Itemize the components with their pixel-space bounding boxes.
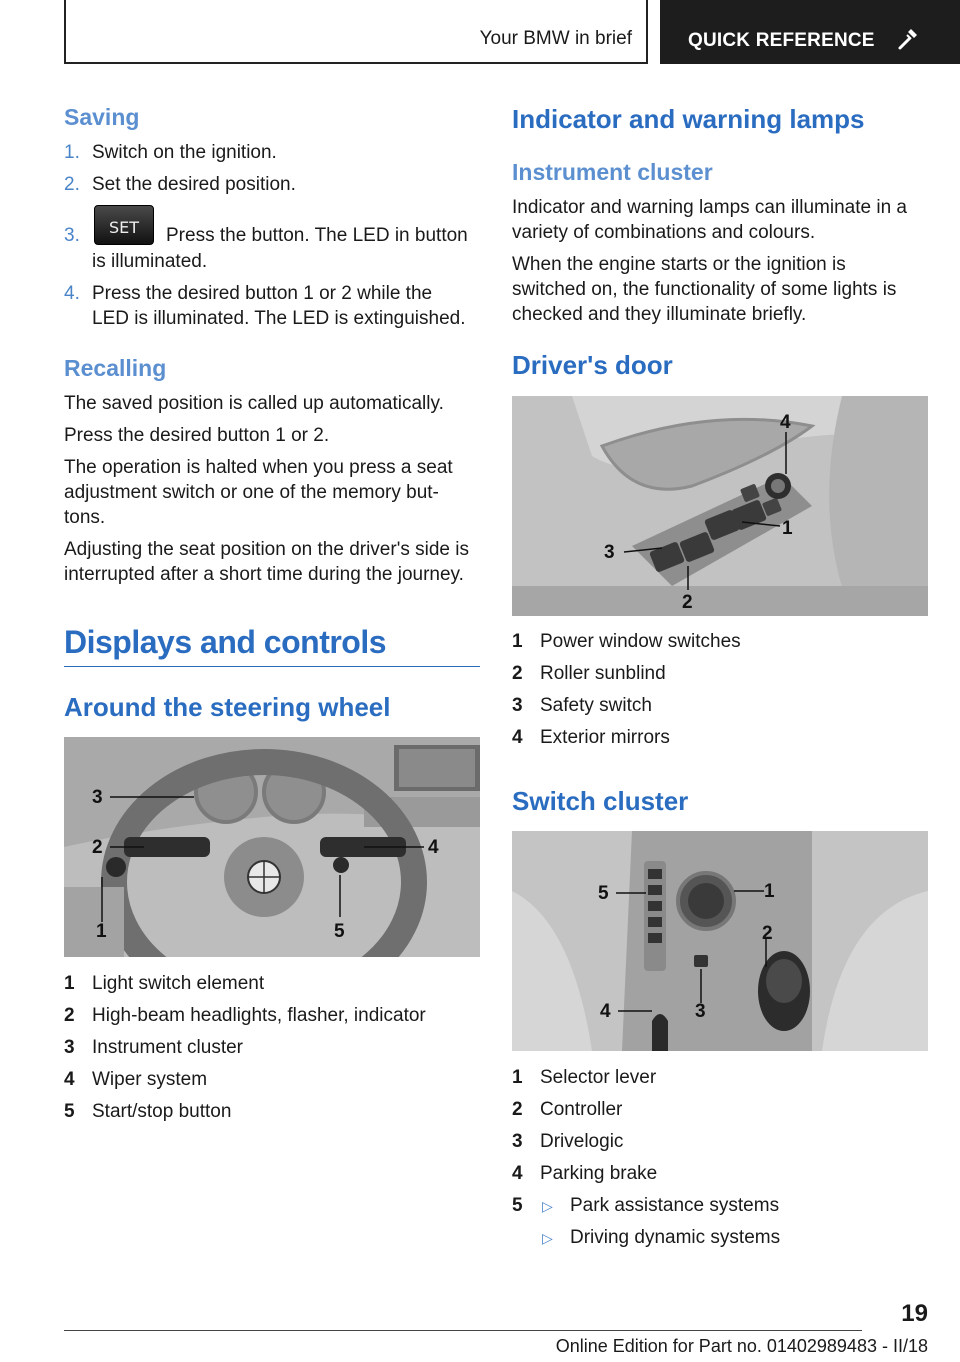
- legend-number: 3: [512, 1131, 523, 1152]
- callout-2: 2: [92, 837, 103, 858]
- legend-text: Drivelogic: [540, 1131, 624, 1152]
- saving-step-1: [64, 140, 484, 165]
- steering-legend-4: [64, 1067, 480, 1092]
- legend-number: 3: [64, 1037, 75, 1058]
- callout-1: 1: [782, 518, 793, 539]
- saving-step-2: [64, 172, 484, 197]
- legend-text: High-beam headlights, flasher, indicator: [92, 1005, 426, 1026]
- step-text-cont: is illuminated.: [92, 251, 208, 272]
- legend-text: Controller: [540, 1099, 623, 1120]
- chapter-title: Your BMW in brief: [479, 28, 632, 49]
- switch-legend-1: [512, 1065, 928, 1090]
- legend-text: Start/stop button: [92, 1101, 232, 1122]
- heading-rule: [64, 666, 480, 667]
- drivers-door-illustration: [512, 396, 928, 616]
- callout-3: 3: [695, 1001, 706, 1022]
- wrench-icon: [894, 26, 920, 52]
- recalling-heading: Recalling: [64, 355, 167, 381]
- legend-number: 4: [512, 727, 523, 748]
- header-section-tab: [660, 0, 960, 64]
- legend-text: Light switch element: [92, 973, 265, 994]
- step-number: 3.: [64, 225, 80, 246]
- bullet-triangle-icon: ▷: [542, 1230, 553, 1246]
- cluster-para-2: When the engine starts or the ignition is switched on, the functionality of some lights is checked and they illuminate briefly.: [512, 254, 897, 325]
- steering-legend-1: [64, 971, 480, 996]
- legend-number: 1: [64, 973, 75, 994]
- legend-number: 4: [64, 1069, 75, 1090]
- steering-legend-3: [64, 1035, 480, 1060]
- step-number: 4.: [64, 283, 80, 304]
- legend-number: 4: [512, 1163, 523, 1184]
- door-legend-2: [512, 661, 928, 686]
- callout-4: 4: [428, 837, 439, 858]
- recalling-para-1: The saved position is called up automatically.: [64, 393, 444, 414]
- legend-text: Power window switches: [540, 631, 741, 652]
- callout-1: 1: [96, 921, 107, 942]
- legend-number: 2: [64, 1005, 75, 1026]
- saving-step-3: [64, 218, 484, 275]
- recalling-para-4: Adjusting the seat position on the driver's side is interrupted after a short time during the journey.: [64, 539, 469, 585]
- switch-cluster-illustration: [512, 831, 928, 1051]
- steering-legend-2: [64, 1003, 480, 1028]
- recalling-para-2: Press the desired button 1 or 2.: [64, 425, 330, 446]
- bullet-triangle-icon: ▷: [542, 1198, 553, 1214]
- step-text: Press the button. The LED in button: [166, 225, 468, 246]
- callout-1: 1: [764, 881, 775, 902]
- saving-step-4: [64, 281, 484, 333]
- step-text: Set the desired position.: [92, 174, 296, 195]
- cluster-heading: Instrument cluster: [512, 159, 713, 185]
- legend-bullet-text: Park assistance systems: [570, 1195, 780, 1216]
- legend-text: Roller sunblind: [540, 663, 666, 684]
- switch-legend-5: [512, 1193, 928, 1250]
- switch-legend-2: [512, 1097, 928, 1122]
- header-chapter-box: [64, 0, 648, 64]
- legend-number: 1: [512, 631, 523, 652]
- step-number: 1.: [64, 142, 80, 163]
- legend-number: 1: [512, 1067, 523, 1088]
- legend-text: Wiper system: [92, 1069, 208, 1090]
- set-button-icon: [94, 205, 154, 245]
- door-legend-1: [512, 629, 928, 654]
- step-text: Press the desired button 1 or 2 while the LED is illuminated. The LED is extinguished.: [92, 283, 466, 329]
- steering-wheel-figure: [64, 737, 480, 957]
- legend-text: Parking brake: [540, 1163, 658, 1184]
- legend-bullet-text: Driving dynamic systems: [570, 1227, 781, 1248]
- callout-5: 5: [334, 921, 345, 942]
- door-legend-4: [512, 725, 928, 750]
- callout-4: 4: [600, 1001, 611, 1022]
- step-number: 2.: [64, 174, 80, 195]
- displays-heading: Displays and controls: [64, 624, 387, 660]
- legend-text: Safety switch: [540, 695, 652, 716]
- set-button-label: SET: [108, 218, 140, 237]
- callout-5: 5: [598, 883, 609, 904]
- switch-cluster-figure: [512, 831, 928, 1051]
- lamps-heading: Indicator and warning lamps: [512, 104, 865, 134]
- saving-heading: Saving: [64, 104, 140, 130]
- callout-2: 2: [762, 923, 773, 944]
- legend-number: 2: [512, 663, 523, 684]
- section-title: QUICK REFERENCE: [688, 30, 875, 51]
- legend-text: Selector lever: [540, 1067, 657, 1088]
- footer-rule: [64, 1330, 862, 1331]
- callout-4: 4: [780, 412, 791, 433]
- door-heading: Driver's door: [512, 350, 673, 380]
- legend-text: Instrument cluster: [92, 1037, 243, 1058]
- switch-legend-3: [512, 1129, 928, 1154]
- cluster-para-1: Indicator and warning lamps can illuminate in a variety of combinations and colours.: [512, 197, 907, 243]
- steering-heading: Around the steering wheel: [64, 692, 391, 722]
- legend-text: Exterior mirrors: [540, 727, 670, 748]
- door-legend-3: [512, 693, 928, 718]
- steering-legend-5: [64, 1099, 480, 1124]
- footer-edition: Online Edition for Part no. 01402989483 - II/18: [555, 1336, 928, 1356]
- page-number: 19: [901, 1300, 928, 1327]
- legend-number: 5: [512, 1195, 523, 1216]
- legend-number: 3: [512, 695, 523, 716]
- drivers-door-figure: [512, 396, 928, 616]
- switch-legend-4: [512, 1161, 928, 1186]
- switch-heading: Switch cluster: [512, 786, 689, 816]
- legend-number: 5: [64, 1101, 75, 1122]
- legend-number: 2: [512, 1099, 523, 1120]
- callout-3: 3: [604, 542, 615, 563]
- step-text: Switch on the ignition.: [92, 142, 277, 163]
- callout-3: 3: [92, 787, 103, 808]
- steering-wheel-illustration: [64, 737, 480, 957]
- callout-2: 2: [682, 592, 693, 613]
- recalling-para-3: The operation is halted when you press a seat adjustment switch or one of the memory but- tons.: [64, 457, 453, 528]
